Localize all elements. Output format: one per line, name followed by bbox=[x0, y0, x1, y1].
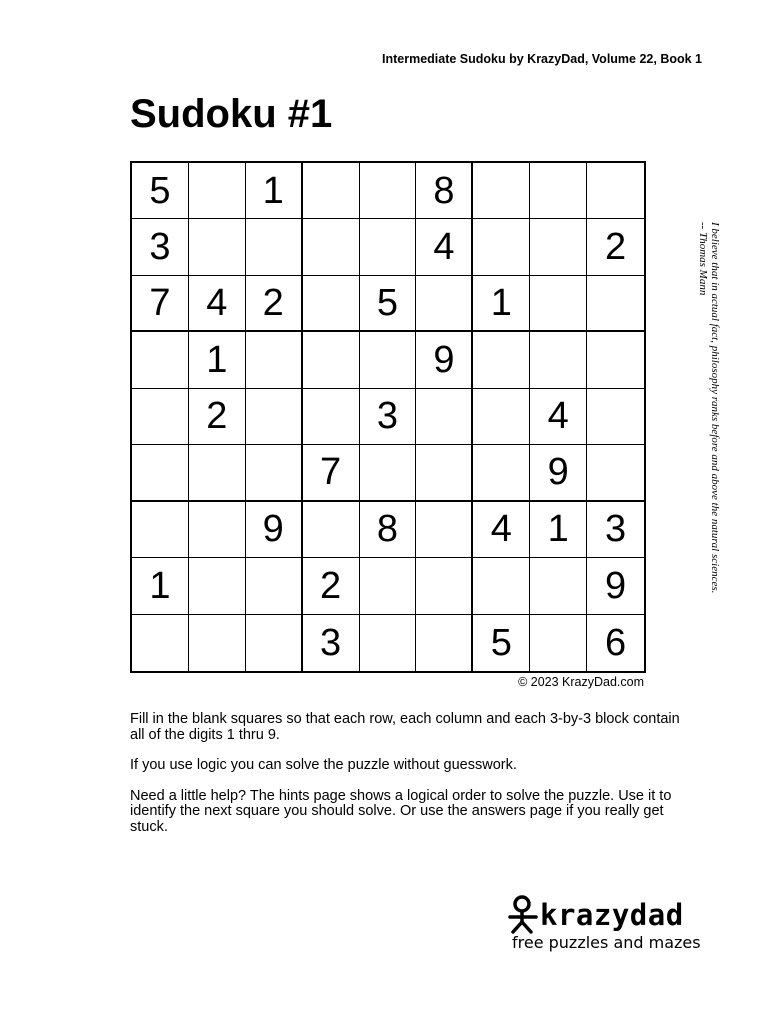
empty-cell[interactable] bbox=[587, 163, 644, 219]
empty-cell[interactable] bbox=[530, 558, 587, 614]
empty-cell[interactable] bbox=[360, 332, 417, 388]
given-cell: 1 bbox=[189, 332, 246, 388]
empty-cell[interactable] bbox=[303, 389, 360, 445]
krazydad-logo bbox=[508, 895, 708, 955]
empty-cell[interactable] bbox=[303, 163, 360, 219]
empty-cell[interactable] bbox=[530, 219, 587, 275]
given-cell: 4 bbox=[530, 389, 587, 445]
given-cell: 8 bbox=[416, 163, 473, 219]
empty-cell[interactable] bbox=[360, 219, 417, 275]
empty-cell[interactable] bbox=[473, 163, 530, 219]
given-cell: 3 bbox=[132, 219, 189, 275]
empty-cell[interactable] bbox=[360, 163, 417, 219]
empty-cell[interactable] bbox=[530, 276, 587, 332]
given-cell: 9 bbox=[587, 558, 644, 614]
empty-cell[interactable] bbox=[132, 502, 189, 558]
given-cell: 4 bbox=[189, 276, 246, 332]
instruction-rules: Fill in the blank squares so that each row, each column and each 3-by-3 block contain all of the digits 1 thru 9. bbox=[130, 711, 680, 743]
empty-cell[interactable] bbox=[416, 389, 473, 445]
empty-cell[interactable] bbox=[530, 332, 587, 388]
given-cell: 4 bbox=[473, 502, 530, 558]
empty-cell[interactable] bbox=[189, 558, 246, 614]
given-cell: 2 bbox=[587, 219, 644, 275]
empty-cell[interactable] bbox=[360, 615, 417, 671]
empty-cell[interactable] bbox=[416, 615, 473, 671]
empty-cell[interactable] bbox=[416, 502, 473, 558]
given-cell: 1 bbox=[530, 502, 587, 558]
empty-cell[interactable] bbox=[303, 219, 360, 275]
empty-cell[interactable] bbox=[189, 615, 246, 671]
empty-cell[interactable] bbox=[473, 389, 530, 445]
given-cell: 1 bbox=[132, 558, 189, 614]
empty-cell[interactable] bbox=[132, 445, 189, 501]
given-cell: 5 bbox=[360, 276, 417, 332]
empty-cell[interactable] bbox=[587, 445, 644, 501]
empty-cell[interactable] bbox=[587, 276, 644, 332]
book-title-header: Intermediate Sudoku by KrazyDad, Volume 22, Book 1 bbox=[382, 52, 702, 66]
quote-author: -- Thomas Mann bbox=[697, 222, 709, 296]
given-cell: 3 bbox=[360, 389, 417, 445]
empty-cell[interactable] bbox=[189, 502, 246, 558]
given-cell: 9 bbox=[246, 502, 303, 558]
given-cell: 6 bbox=[604, 621, 627, 664]
quote bbox=[697, 222, 721, 614]
empty-cell[interactable] bbox=[360, 558, 417, 614]
empty-cell[interactable] bbox=[530, 163, 587, 219]
given-cell: 1 bbox=[246, 163, 303, 219]
given-cell: 7 bbox=[303, 445, 360, 501]
empty-cell[interactable] bbox=[246, 332, 303, 388]
empty-cell[interactable] bbox=[246, 219, 303, 275]
given-cell: 9 bbox=[416, 332, 473, 388]
given-cell: 1 bbox=[473, 276, 530, 332]
empty-cell[interactable] bbox=[303, 502, 360, 558]
given-cell: 2 bbox=[246, 276, 303, 332]
empty-cell[interactable] bbox=[246, 615, 303, 671]
empty-cell[interactable] bbox=[132, 332, 189, 388]
instruction-help: Need a little help? The hints page shows a logical order to solve the puzzle. Use it to identify the next square you should solve. Or use the answers page if you really get stuck. bbox=[130, 787, 672, 835]
empty-cell[interactable] bbox=[303, 276, 360, 332]
given-cell: 3 bbox=[587, 502, 644, 558]
empty-cell[interactable] bbox=[416, 558, 473, 614]
given-cell: 5 bbox=[132, 163, 189, 219]
given-cell: 8 bbox=[360, 502, 417, 558]
stick-figure-icon bbox=[508, 895, 538, 935]
logo-tagline: free puzzles and mazes bbox=[512, 933, 701, 952]
empty-cell[interactable] bbox=[132, 615, 189, 671]
empty-cell[interactable] bbox=[246, 445, 303, 501]
empty-cell[interactable] bbox=[303, 332, 360, 388]
given-cell: 9 bbox=[530, 445, 587, 501]
given-cell: 2 bbox=[303, 558, 360, 614]
quote-text: I believe that in actual fact, philosophy ranks before and above the natural sciences. bbox=[709, 222, 721, 594]
empty-cell[interactable] bbox=[189, 163, 246, 219]
empty-cell[interactable] bbox=[360, 445, 417, 501]
given-cell: 3 bbox=[303, 615, 360, 671]
empty-cell[interactable] bbox=[246, 389, 303, 445]
empty-cell[interactable] bbox=[587, 332, 644, 388]
empty-cell[interactable] bbox=[189, 445, 246, 501]
instructions bbox=[130, 712, 690, 850]
empty-cell[interactable] bbox=[473, 445, 530, 501]
given-cell: 7 bbox=[132, 276, 189, 332]
empty-cell[interactable] bbox=[132, 389, 189, 445]
empty-cell[interactable] bbox=[246, 558, 303, 614]
empty-cell[interactable] bbox=[416, 445, 473, 501]
page-title: Sudoku #1 bbox=[130, 92, 333, 136]
given-cell: 5 bbox=[473, 615, 530, 671]
logo-wordmark: krazydad bbox=[540, 898, 684, 932]
instruction-logic: If you use logic you can solve the puzzle without guesswork. bbox=[130, 757, 517, 773]
empty-cell[interactable] bbox=[473, 219, 530, 275]
copyright-notice: © 2023 KrazyDad.com bbox=[518, 675, 644, 689]
given-cell: 4 bbox=[416, 219, 473, 275]
empty-cell[interactable] bbox=[530, 615, 587, 671]
empty-cell[interactable] bbox=[189, 219, 246, 275]
sudoku-grid bbox=[130, 161, 646, 673]
given-cell: 2 bbox=[189, 389, 246, 445]
empty-cell[interactable] bbox=[473, 558, 530, 614]
empty-cell[interactable] bbox=[416, 276, 473, 332]
empty-cell[interactable] bbox=[587, 389, 644, 445]
empty-cell[interactable] bbox=[473, 332, 530, 388]
